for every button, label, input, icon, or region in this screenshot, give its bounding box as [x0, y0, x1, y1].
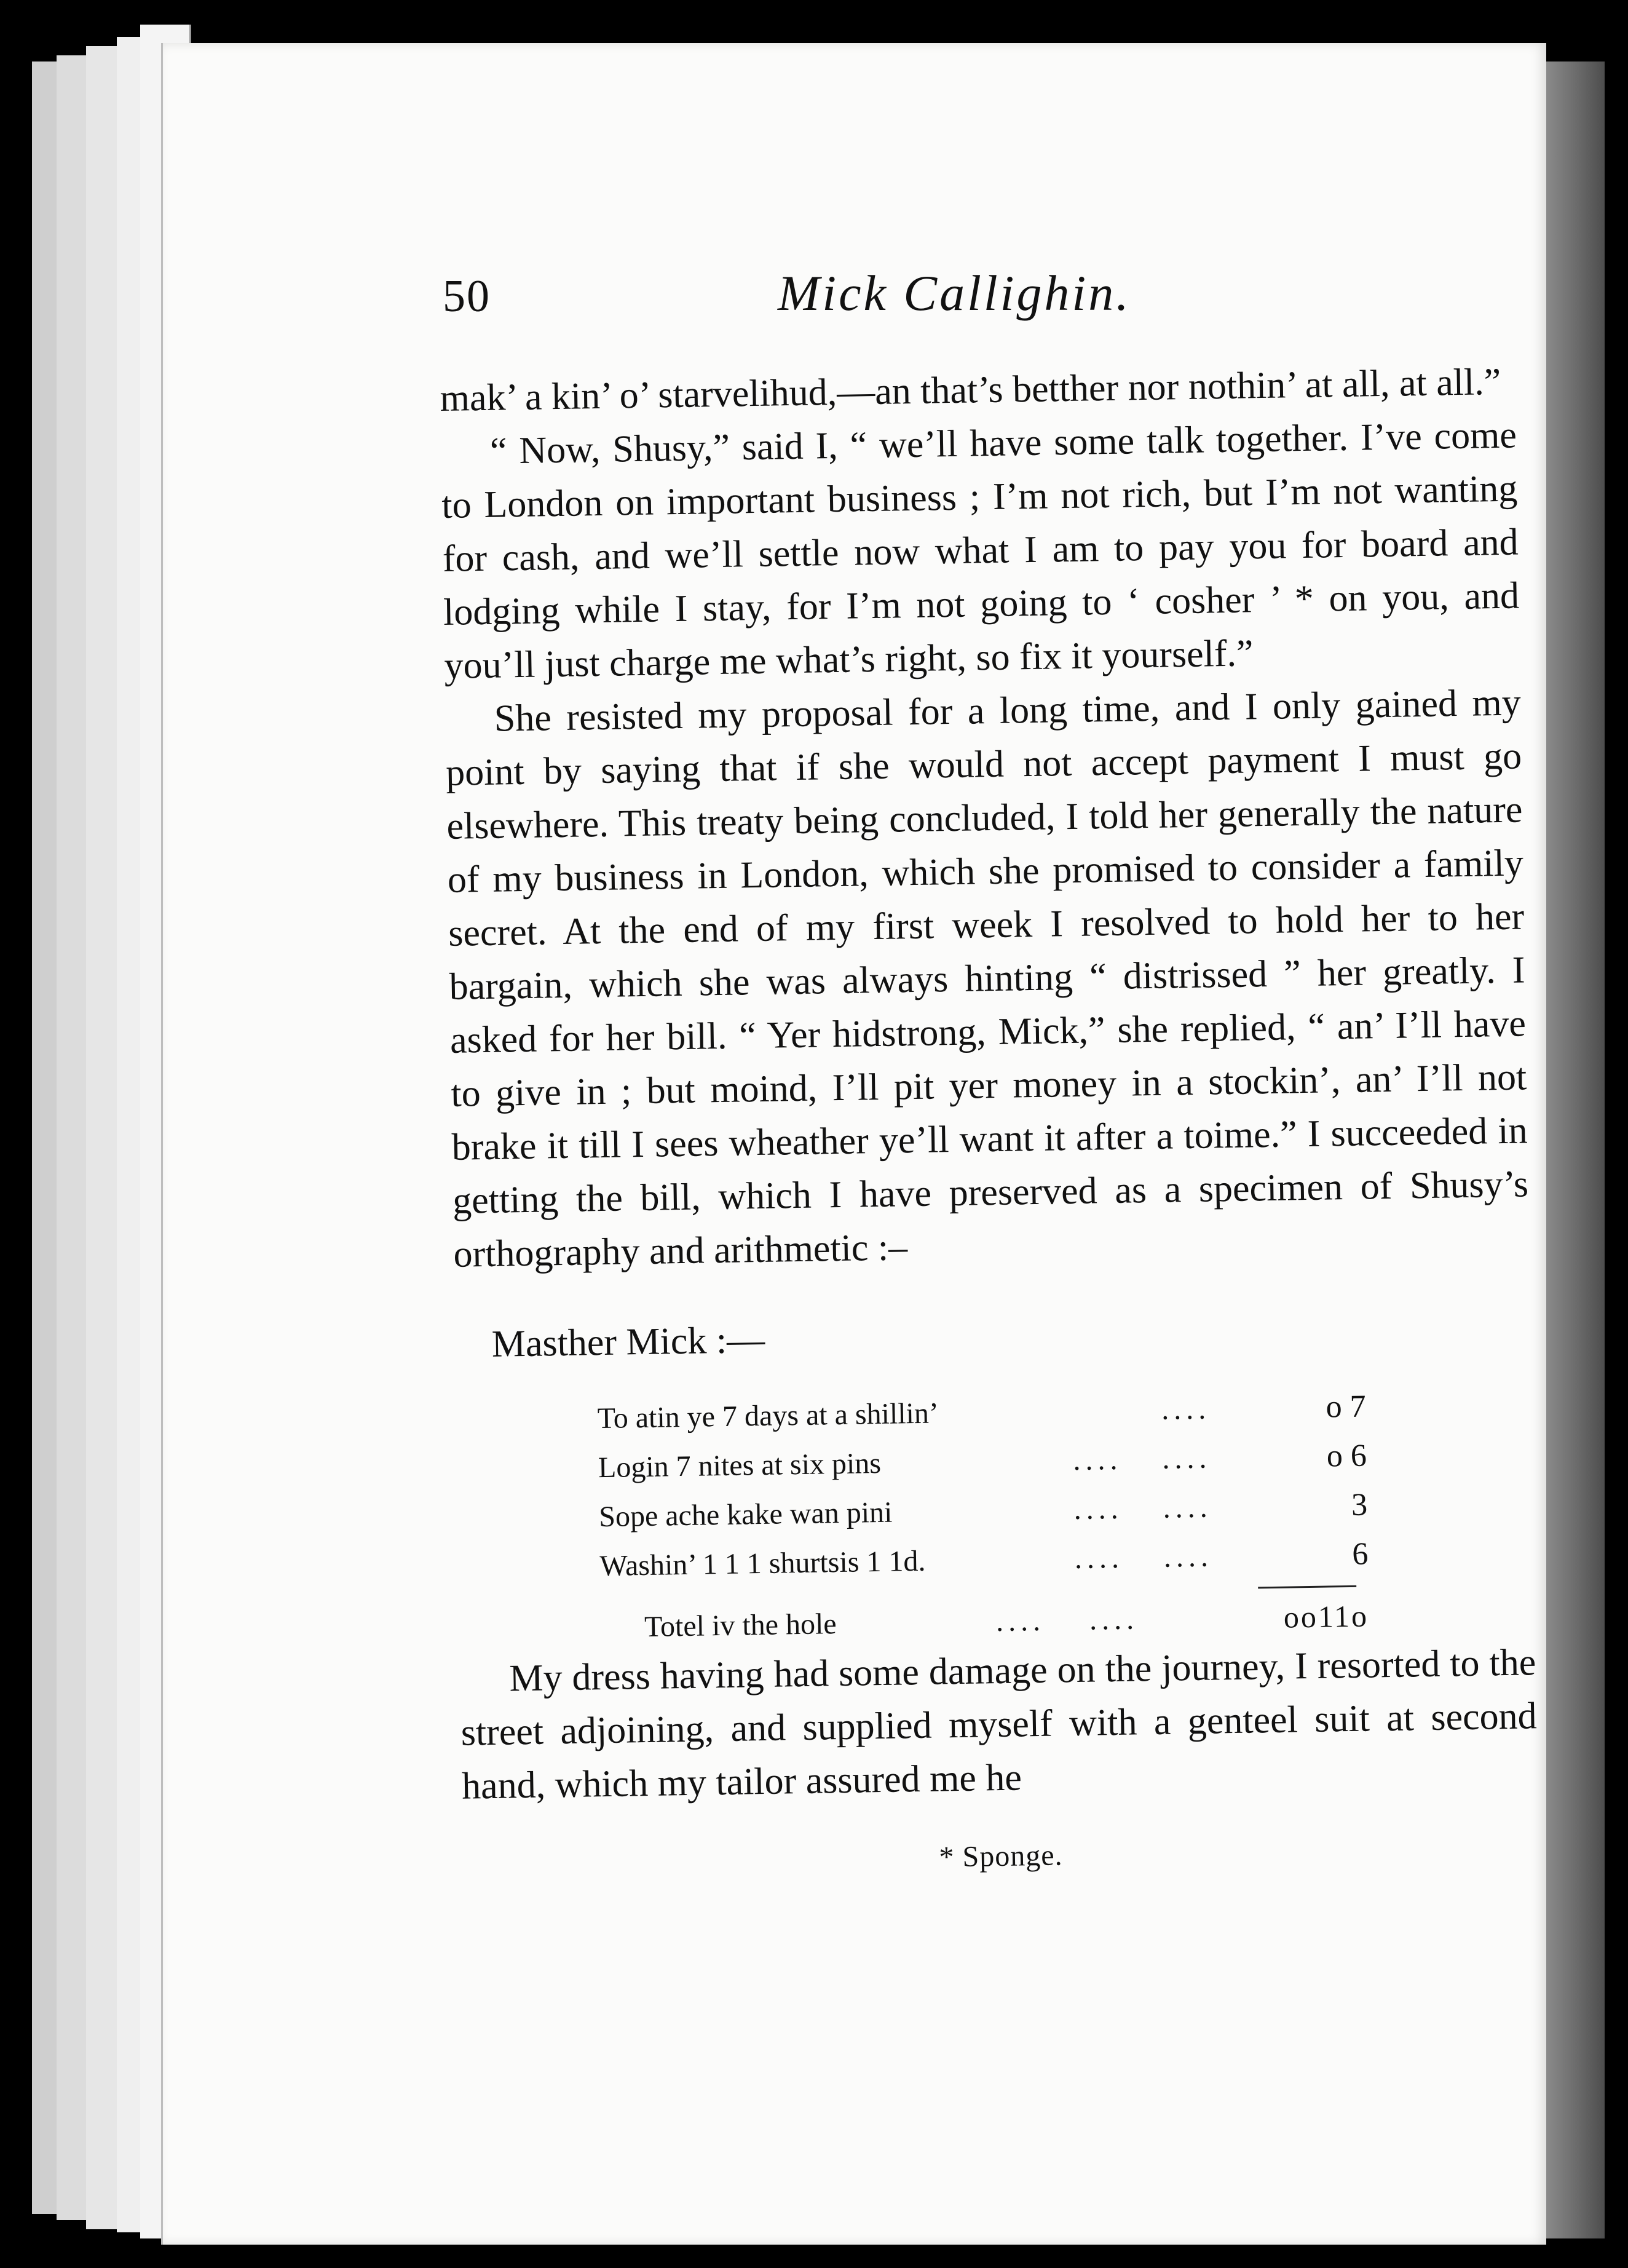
- bill-item: To atin ye 7 days at a shillin’: [597, 1397, 939, 1435]
- bill-item: Washin’ 1 1 1 shurtsis 1 1d.: [599, 1544, 926, 1583]
- bill-total-label: Totel iv the hole: [644, 1608, 837, 1644]
- footnote: * Sponge.: [939, 1839, 1063, 1874]
- bill-leader: ....: [1161, 1441, 1212, 1475]
- bill-amount: o 7: [1326, 1389, 1367, 1425]
- bill-leader: [1072, 1386, 1161, 1436]
- book-page: [161, 43, 1546, 2245]
- bill-amount: 6: [1351, 1536, 1369, 1572]
- bill: [454, 1301, 1535, 1652]
- page-body: [440, 355, 1539, 1892]
- bill-leader: ....: [1161, 1392, 1211, 1426]
- paragraph: She resisted my proposal for a long time, and I only gained my point by saying that if she would not accept payment I must go elsewhere. This treaty being concluded, I told her generally the nature of my business in London, which she promised to consider a family secret. At the end of my first week I resolved to hold her to her bargain, which she was always hinting “ distrissed ” her greatly. I asked for her bill. “ Yer hidstrong, Mick,” she replied, “ an’ I’ll have to give in ; but moind, I’ll pit yer money in a stockin’, an’ I’ll not brake it till I sees wheather ye’ll want it after a toime.” I succeeded in getting the bill, which I have preserved as a specimen of Shusy’s orthography and arithmetic :–: [445, 681, 1529, 1275]
- bill-leader: ....: [1163, 1491, 1213, 1525]
- bill-heading: Masther Mick :—: [491, 1318, 765, 1365]
- bill-leader: ....: [1163, 1540, 1214, 1574]
- page-header: [163, 265, 1546, 344]
- bill-item: Sope ache kake wan pini: [598, 1496, 893, 1534]
- bill-leader: ....: [1089, 1603, 1139, 1636]
- paragraph: My dress having had some damage on the journey, I resorted to the street adjoining, and supplied myself with a genteel suit at second hand, which my tailor assured me he: [460, 1641, 1538, 1807]
- paragraph: “ Now, Shusy,” said I, “ we’ll have some talk together. I’ve come to London on important business ; I’m not rich, but I’m not wanting for cash, and we’ll settle now what I am to pay you for board and lodging while I stay, for I’m not going to ‘ cosher ’ * on you, and you’ll just charge me what’s right, so fix it yourself.”: [441, 414, 1520, 687]
- page-number: 50: [443, 271, 491, 322]
- paragraph: mak’ a kin’ o’ starvelihud,—an that’s betther nor nothin’ at all, at all.”: [440, 360, 1501, 419]
- bill-total-amount: oo11o: [1283, 1598, 1369, 1635]
- bill-leader: ....: [995, 1604, 1046, 1638]
- bill-leader: ....: [1073, 1492, 1124, 1526]
- bill-amount: 3: [1351, 1487, 1368, 1523]
- bill-rule: [1258, 1585, 1356, 1589]
- bill-amount: o 6: [1326, 1438, 1367, 1474]
- bill-item: Login 7 nites at six pins: [598, 1446, 882, 1485]
- running-title: Mick Callighin.: [778, 265, 1131, 321]
- bill-table: [597, 1382, 1369, 1592]
- bill-leader: ....: [1074, 1541, 1124, 1576]
- bill-leader: ....: [1072, 1443, 1123, 1477]
